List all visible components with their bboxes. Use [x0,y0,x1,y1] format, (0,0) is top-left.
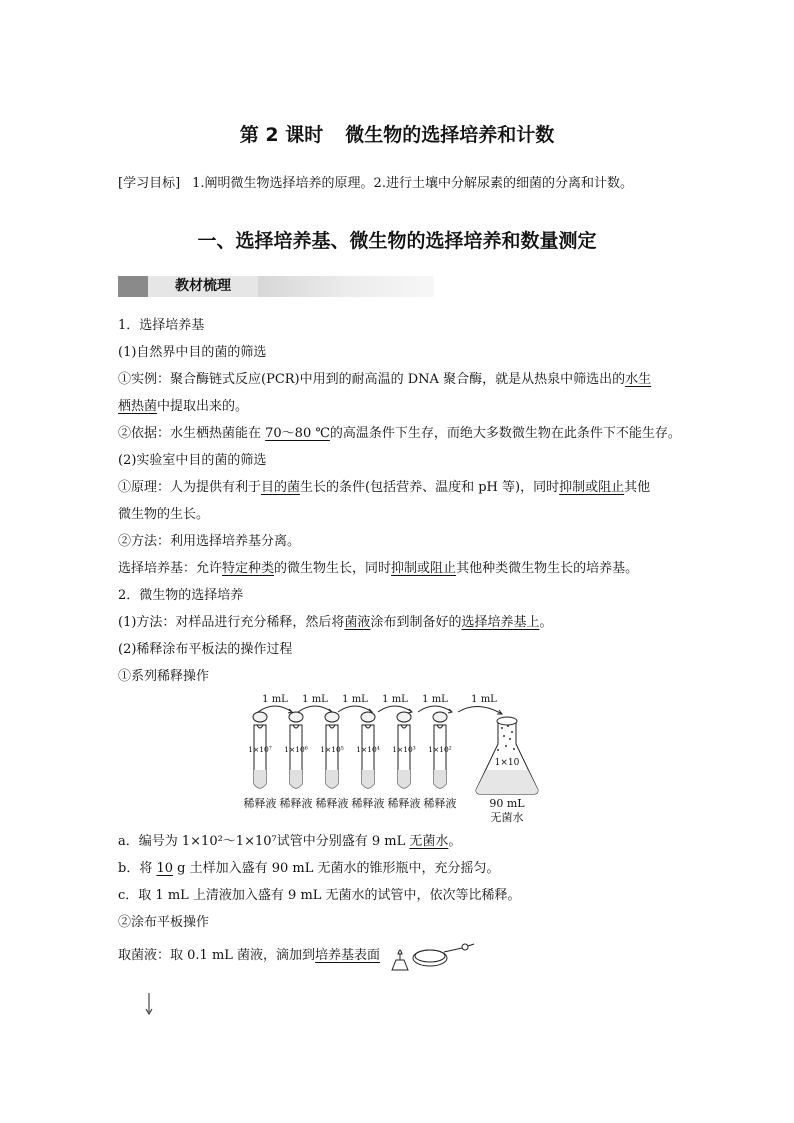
tube-dilution-label: 1×10⁷ [248,745,272,754]
transfer-label: 1 mL [422,694,448,705]
underlined-answer: 10 [156,861,174,876]
text: (1)方法：对样品进行充分稀释，然后将 [118,615,345,630]
alcohol-lamp-icon [392,960,408,970]
text: 选择培养基：允许 [118,561,223,576]
subheading-serial-dilution: ①系列稀释操作 [118,669,210,684]
subheading-natural-screening: (1)自然界中目的菌的筛选 [118,345,267,360]
text: 其他种类微生物生长的培养基。 [456,561,639,576]
text: 涂布到制备好的 [370,615,462,630]
step-a [118,828,678,855]
subheading-lab-screening: (2)实验室中目的菌的筛选 [118,453,267,468]
transfer-arrow [418,706,452,712]
tube-caption: 稀释液 [243,797,277,810]
underlined-answer: 抑制或阻止 [391,561,457,576]
flask-dilution-label: 1×10 [494,758,520,768]
objectives-text: 1.阐明微生物选择培养的原理。2.进行土壤中分解尿素的细菌的分离和计数。 [192,176,633,191]
transfer-arrow [298,706,332,712]
dilution-steps [118,828,678,936]
underlined-answer: 培养基表面 [315,948,381,963]
heading-selective-medium: 1．选择培养基 [118,318,205,333]
content-body [118,312,681,690]
underlined-answer: 水生 [625,372,652,387]
lesson-topic: 微生物的选择培养和计数 [345,124,555,146]
tube-dilution-label: 1×10⁴ [356,745,380,754]
paragraph-method: ②方法：利用选择培养基分离。 [118,534,301,549]
transfer-arrow [458,706,502,714]
tube-caption: 稀释液 [279,797,313,810]
underlined-answer: 选择培养基上 [461,615,540,630]
dropper-icon [444,948,462,952]
text: 。 [539,615,553,630]
tube-dilution-label: 1×10³ [392,745,416,754]
text: ①实例：聚合酶链式反应(PCR)中用到的耐高温的 DNA 聚合酶，就是从热泉中筛选出的 [118,372,626,387]
transfer-label: 1 mL [262,694,288,705]
subheading-spreading: ②涂布平板操作 [118,915,210,930]
paragraph-example [118,366,678,393]
step-b [118,855,678,882]
text: ②依据：水生栖热菌能在 [118,426,266,441]
text: 其他 [624,480,651,495]
down-arrow-icon [143,992,155,1016]
paragraph-principle-cont: 微生物的生长。 [118,507,210,522]
step-c: c．取 1 mL 上清液加入盛有 9 mL 无菌水的试管中，依次等比稀释。 [118,888,521,903]
transfer-label: 1 mL [342,694,368,705]
text: ①原理：人为提供有利于 [118,480,262,495]
serial-dilution-diagram [240,692,560,824]
text: 的微生物生长，同时 [274,561,392,576]
lesson-number: 第 2 课时 [239,124,324,146]
banner-accent [118,276,148,297]
tube-dilution-label: 1×10⁵ [320,745,344,754]
underlined-answer: 70～80 ℃ [265,426,330,441]
flask-caption-volume: 90 mL [489,797,525,810]
transfer-arrow [258,706,292,712]
banner-label: 教材梳理 [148,276,258,297]
subheading-spread-plate: (2)稀释涂布平板法的操作过程 [118,642,293,657]
conical-flask [476,717,538,794]
transfer-label: 1 mL [471,694,497,705]
petri-dish-illustration [386,940,476,972]
transfer-label: 1 mL [382,694,408,705]
text: 中提取出来的。 [157,399,249,414]
paragraph-example-cont [118,393,678,420]
text: 。 [448,834,462,849]
underlined-answer: 栖热菌 [118,399,158,414]
tube-caption: 稀释液 [387,797,421,810]
underlined-answer: 抑制或阻止 [559,480,625,495]
tube-caption: 稀释液 [423,797,457,810]
transfer-arrow [378,706,412,712]
transfer-arrow [338,706,372,712]
page-title [0,120,794,147]
tube-dilution-label: 1×10² [428,745,452,754]
objectives-tag: [学习目标] [118,176,181,191]
paragraph-principle [118,474,678,501]
text: b．将 [118,861,157,876]
tube-caption: 稀释液 [351,797,385,810]
paragraph-definition [118,555,678,582]
section-banner [118,276,434,297]
flask-caption-contents: 无菌水 [490,811,524,824]
transfer-label: 1 mL [302,694,328,705]
underlined-answer: 菌液 [344,615,371,630]
tube-caption: 稀释液 [315,797,349,810]
text: 的高温条件下生存，而绝大多数微生物在此条件下不能生存。 [329,426,681,441]
text: 取菌液：取 0.1 mL 菌液，滴加到 [118,948,316,963]
paragraph-basis [118,420,681,447]
underlined-answer: 目的菌 [261,480,301,495]
text: 生长的条件(包括营养、温度和 pH 等)，同时 [300,480,560,495]
text: a．编号为 1×10²～1×10⁷试管中分别盛有 9 mL [118,834,410,849]
section-title: 一、选择培养基、微生物的选择培养和数量测定 [197,230,597,252]
underlined-answer: 无菌水 [409,834,449,849]
tube-dilution-label: 1×10⁶ [284,745,308,754]
learning-objectives [118,172,633,191]
underlined-answer: 特定种类 [222,561,275,576]
heading-selective-culture: 2．微生物的选择培养 [118,588,244,603]
take-culture-step [118,942,380,969]
text: g 土样加入盛有 90 mL 无菌水的锥形瓶中，充分摇匀。 [173,861,500,876]
paragraph-culture-method [118,609,678,636]
